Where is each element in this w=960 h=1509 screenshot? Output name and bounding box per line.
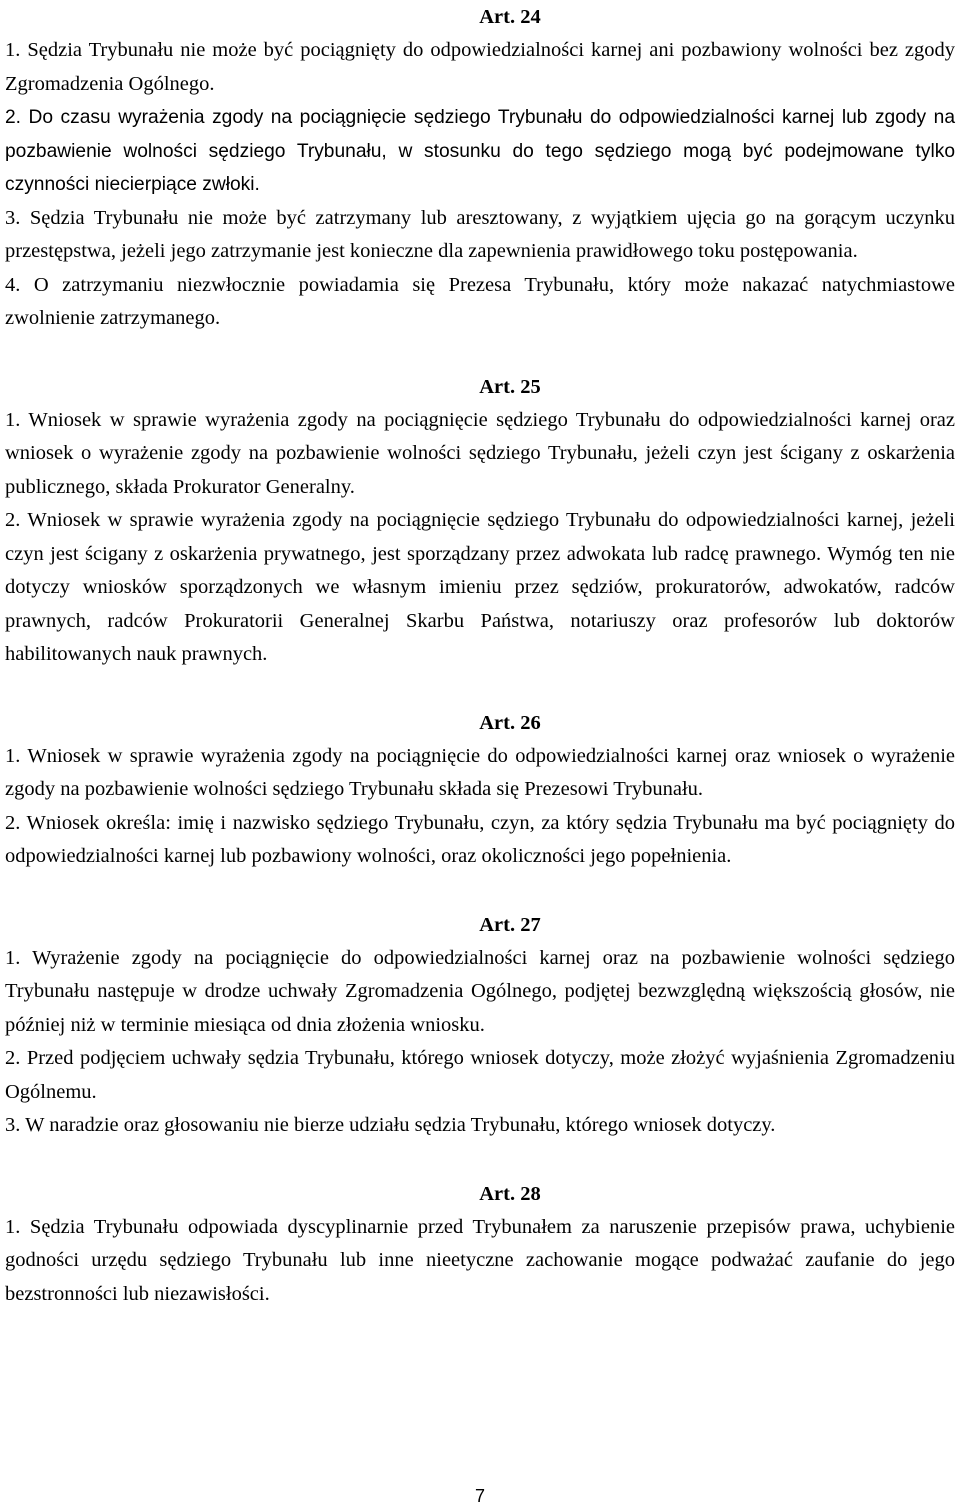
article-title: Art. 27 (479, 913, 541, 936)
document-page (5, 0, 955, 1311)
article-paragraph: 3. Sędzia Trybunału nie może być zatrzymany lub aresztowany, z wyjątkiem ujęcia go na gorącym uczynku przestępstwa, jeżeli jego zatrzymanie jest konieczne dla zapewnienia prawidłowego toku postępowania. (5, 206, 955, 262)
article-paragraph: 2. Wniosek w sprawie wyrażenia zgody na pociągnięcie sędziego Trybunału do odpowiedzialności karnej, jeżeli czyn jest ścigany z oskarżenia prywatnego, jest sporządzany przez adwokata lub radcę prawnego. Wymóg ten nie dotyczy wniosków sporządzonych we własnym imieniu przez sędziów, prokuratorów, adwokatów, radców prawnych, radców Prokuratorii Generalnej Skarbu Państwa, notariuszy oraz profesorów lub doktorów habilitowanych nauk prawnych. (5, 509, 955, 665)
article-paragraph: 1. Wyrażenie zgody na pociągnięcie do odpowiedzialności karnej oraz na pozbawienie wolności sędziego Trybunału następuje w drodze uchwały Zgromadzenia Ogólnego, podjętej bezwzględną większością głosów, nie później niż w terminie miesiąca od dnia złożenia wniosku. (5, 946, 955, 1036)
article-title: Art. 25 (479, 375, 541, 398)
article-27 (5, 908, 955, 1143)
article-title: Art. 24 (479, 6, 541, 28)
article-paragraph: 2. Do czasu wyrażenia zgody na pociągnięcie sędziego Trybunału do odpowiedzialności karnej lub zgody na pozbawienie wolności sędziego Trybunału, w stosunku do tego sędziego mogą być podejmowane tylko czynności niecierpiące zwłoki. (5, 107, 955, 195)
article-paragraph: 2. Przed podjęciem uchwały sędzia Trybunału, którego wniosek dotyczy, może złożyć wyjaśnienia Zgromadzeniu Ogólnemu. (5, 1047, 955, 1103)
article-title: Art. 26 (479, 711, 541, 734)
article-paragraph: 3. W naradzie oraz głosowaniu nie bierze udziału sędzia Trybunału, którego wniosek dotyczy. (5, 1114, 776, 1136)
article-26 (5, 706, 955, 874)
article-paragraph: 2. Wniosek określa: imię i nazwisko sędziego Trybunału, czyn, za który sędzia Trybunału ma być pociągnięty do odpowiedzialności karnej lub pozbawiony wolności, oraz okoliczności jego popełnienia. (5, 811, 955, 867)
article-paragraph: 1. Sędzia Trybunału nie może być pociągnięty do odpowiedzialności karnej ani pozbawiony wolności bez zgody Zgromadzenia Ogólnego. (5, 39, 955, 95)
article-paragraph: 1. Wniosek w sprawie wyrażenia zgody na pociągnięcie do odpowiedzialności karnej oraz wniosek o wyrażenie zgody na pozbawienie wolności sędziego Trybunału składa się Prezesowi Trybunału. (5, 744, 955, 800)
article-title: Art. 28 (479, 1182, 541, 1205)
page-number: 7 (474, 1486, 485, 1506)
article-24 (5, 0, 955, 336)
article-25 (5, 370, 955, 672)
article-paragraph: 1. Wniosek w sprawie wyrażenia zgody na pociągnięcie sędziego Trybunału do odpowiedzialności karnej oraz wniosek o wyrażenie zgody na pozbawienie wolności sędziego Trybunału, jeżeli czyn jest ścigany z oskarżenia publicznego, składa Prokurator Generalny. (5, 408, 955, 498)
article-paragraph: 4. O zatrzymaniu niezwłocznie powiadamia się Prezesa Trybunału, który może nakazać natychmiastowe zwolnienie zatrzymanego. (5, 273, 955, 329)
article-paragraph: 1. Sędzia Trybunału odpowiada dyscyplinarnie przed Trybunałem za naruszenie przepisów prawa, uchybienie godności urzędu sędziego Trybunału lub inne nieetyczne zachowanie mogące podważać zaufanie do jego bezstronności lub niezawisłości. (5, 1215, 955, 1305)
article-28 (5, 1177, 955, 1312)
